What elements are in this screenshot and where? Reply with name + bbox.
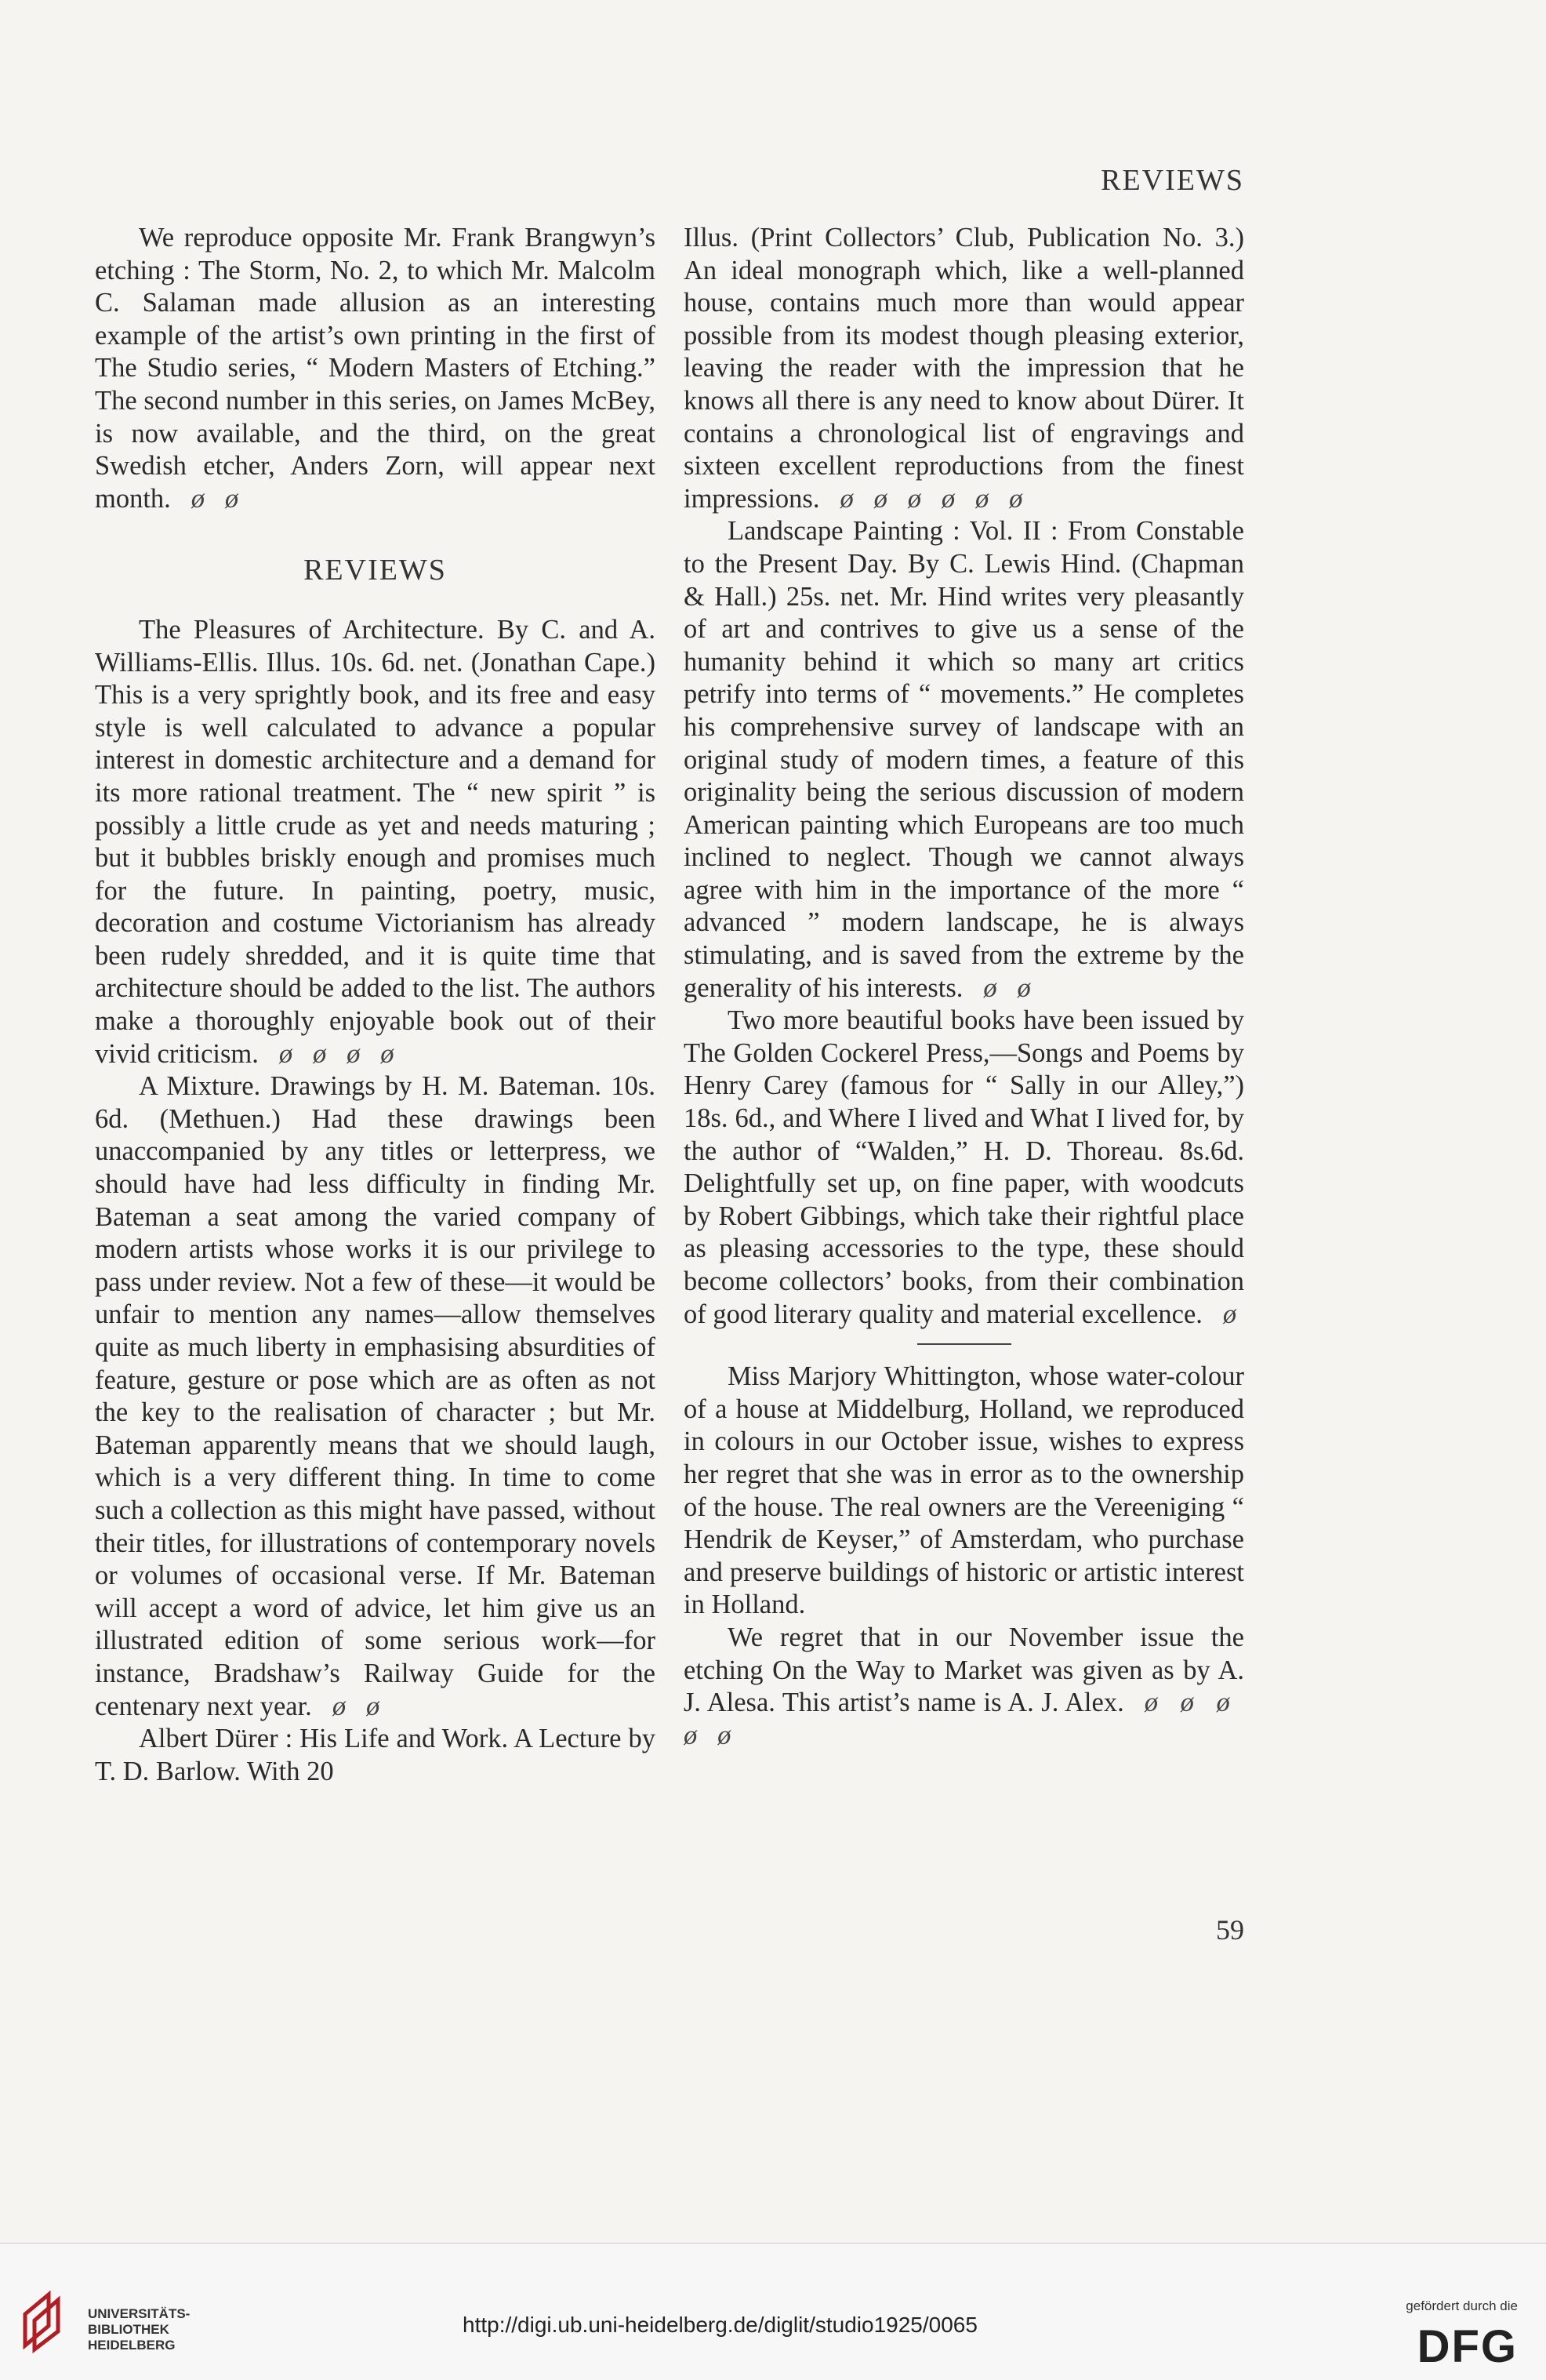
funded-by-label: gefördert durch die [1406, 2298, 1518, 2313]
ornament-icon: ø [1222, 1299, 1237, 1329]
permalink-url[interactable]: http://digi.ub.uni-heidelberg.de/diglit/studio1925/0065 [463, 2313, 978, 2337]
review-golden-cockerel: Two more beautiful books have been issued by The Golden Cockerel Press,—Songs and Poems by Henry Carey (famous for “ Sally in our Alley,”) 18s. 6d., and Where I lived and What I lived for, by the author of “Walden,” H. D. Thoreau. 8s.6d. Delightfully set up, on fine paper, with woodcuts by Robert Gibbings, which take their rightful place as pleasing accessories to the type, these should become collectors’ books, from their combination of good literary quality and material excellence. ø [684, 1005, 1244, 1329]
notice-whittington: Miss Marjory Whittington, whose water-colour of a house at Middelburg, Holland, we reproduced in colours in our October issue, wishes to express her regret that she was in error as to the ownership of the house. The real owners are the Vereeniging “ Hendrik de Keyser,” of Amsterdam, who purchase and preserve buildings of historic or artistic interest in Holland. [684, 1361, 1244, 1620]
right-column [684, 222, 1244, 1752]
ornament-icon: ø ø ø ø [278, 1038, 394, 1069]
section-divider [917, 1343, 1011, 1345]
intro-paragraph: We reproduce opposite Mr. Frank Brangwyn’s etching : The Storm, No. 2, to which Mr. Malcolm C. Salaman made allusion as an interesting example of the artist’s own printing in the first of The Studio series, “ Modern Masters of Etching.” The second number in this series, on James McBey, is now available, and the third, on the great Swedish etcher, Anders Zorn, will appear next month. ø ø [95, 223, 655, 514]
dfg-logo: DFG [1417, 2321, 1518, 2372]
ornament-icon: ø ø [332, 1691, 380, 1721]
running-head: REVIEWS [1101, 164, 1244, 197]
left-column [95, 222, 655, 1788]
ornament-icon: ø ø ø ø ø [684, 1688, 1244, 1750]
review-landscape-painting: Landscape Painting : Vol. II : From Constable to the Present Day. By C. Lewis Hind. (Chapman & Hall.) 25s. net. Mr. Hind writes very pleasantly of art and contrives to give us a sense of the humanity behind it which so many art critics petrify into terms of “ movements.” He completes his comprehensive survey of landscape with an original study of modern times, a feature of this originality being the serious discussion of modern American painting which Europeans are too much inclined to neglect. Though we cannot always agree with him in the importance of the more “ advanced ” modern landscape, he is always stimulating, and is saved from the extreme by the generality of his interests. ø ø [684, 516, 1244, 1003]
ornament-icon: ø ø ø ø ø ø [840, 483, 1023, 514]
library-logo-icon [17, 2291, 72, 2353]
ornament-icon: ø ø [983, 972, 1031, 1003]
ornament-icon: ø ø [191, 483, 239, 514]
review-albert-durer-continued: Illus. (Print Collectors’ Club, Publication No. 3.) An ideal monograph which, like a well-planned house, contains much more than would appear possible from its modest though pleasing exterior, leaving the reader with the impression that he knows all there is any need to know about Dürer. It contains a chronological list of engravings and sixteen excellent reproductions from the finest impressions. ø ø ø ø ø ø [684, 223, 1244, 514]
review-albert-durer-start: Albert Dürer : His Life and Work. A Lecture by T. D. Barlow. With 20 [95, 1724, 655, 1786]
section-heading: REVIEWS [303, 554, 447, 587]
library-name: UNIVERSITÄTS- BIBLIOTHEK HEIDELBERG [88, 2306, 191, 2353]
review-a-mixture: A Mixture. Drawings by H. M. Bateman. 10s. 6d. (Methuen.) Had these drawings been unaccompanied by any titles or letterpress, we should have had less difficulty in finding Mr. Bateman a seat among the varied company of modern artists whose works it is our privilege to pass under review. Not a few of these—it would be unfair to mention any names—allow themselves quite as much liberty in emphasising absurdities of feature, gesture or pose which are as often as not the key to the realisation of character ; but Mr. Bateman apparently means that we should laugh, which is a very different thing. In time to come such a collection as this might have passed, without their titles, for illustrations of contemporary novels or volumes of occasional verse. If Mr. Bateman will accept a word of advice, let him give us an illustrated edition of some serious work—for instance, Bradshaw’s Railway Guide for the centenary next year. ø ø [95, 1071, 655, 1721]
page-number: 59 [1216, 1914, 1244, 1946]
viewer-footer [0, 2243, 1546, 2380]
review-pleasures-of-architecture: The Pleasures of Architecture. By C. and A. Williams-Ellis. Illus. 10s. 6d. net. (Jonathan Cape.) This is a very sprightly book, and its free and easy style is well calculated to advance a popular interest in domestic architecture and a demand for its more rational treatment. The “ new spirit ” is possibly a little crude as yet and needs maturing ; but it bubbles briskly enough and promises much for the future. In painting, poetry, music, decoration and costume Victorianism has already been rudely shredded, and it is quite time that architecture should be added to the list. The authors make a thoroughly enjoyable book out of their vivid criticism. ø ø ø ø [95, 614, 655, 1069]
notice-correction: We regret that in our November issue the etching On the Way to Market was given as by A. J. Alesa. This artist’s name is A. J. Alex. ø ø ø ø ø [684, 1622, 1244, 1750]
